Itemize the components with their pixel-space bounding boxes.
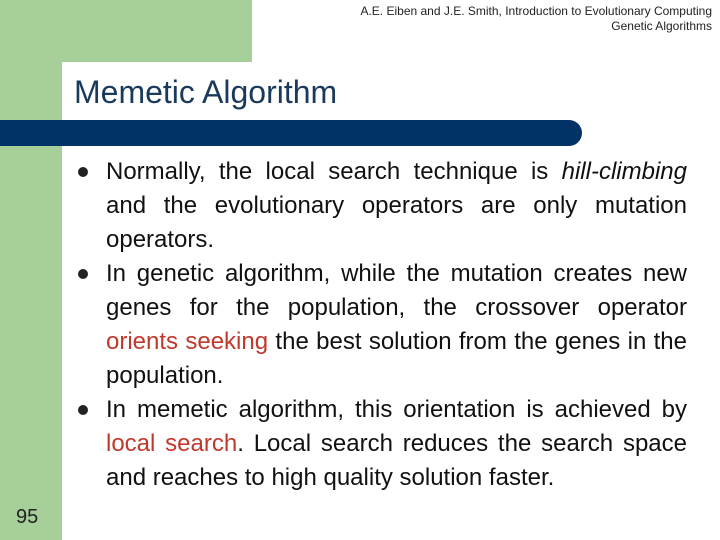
bullet-dot-icon <box>78 167 88 177</box>
bullet-dot-icon <box>78 405 88 415</box>
bullet-item <box>78 393 687 495</box>
left-sidebar-band <box>0 0 62 540</box>
bullet-item <box>78 155 687 257</box>
slide-number: 95 <box>16 506 39 528</box>
bullet-italic-term: hill-climbing <box>561 158 687 185</box>
bullet-text: In memetic algorithm, this orientation is achieved by <box>106 396 687 423</box>
bullet-highlight-term: local search <box>106 430 238 457</box>
title-underline-bar <box>0 120 582 146</box>
bullet-text: and the evolutionary operators are only mutation operators. <box>106 192 687 253</box>
bullet-list <box>78 155 687 495</box>
bullet-text: Normally, the local search technique is <box>106 158 562 185</box>
slide-title: Memetic Algorithm <box>74 74 338 110</box>
bullet-highlight-term: orients seeking <box>106 328 269 355</box>
bullet-dot-icon <box>78 269 88 279</box>
running-header <box>272 4 712 34</box>
bullet-text: . Local search reduces the search space and reaches to high quality solution faster. <box>106 430 687 491</box>
header-line-1: A.E. Eiben and J.E. Smith, Introduction to Evolutionary Computing <box>360 4 712 18</box>
bullet-text: the best solution from the genes in the population. <box>106 328 687 389</box>
header-band <box>62 0 252 62</box>
header-line-2: Genetic Algorithms <box>611 19 712 33</box>
bullet-text: In genetic algorithm, while the mutation creates new genes for the population, the crossover operator <box>106 260 687 321</box>
bullet-item <box>78 257 687 393</box>
